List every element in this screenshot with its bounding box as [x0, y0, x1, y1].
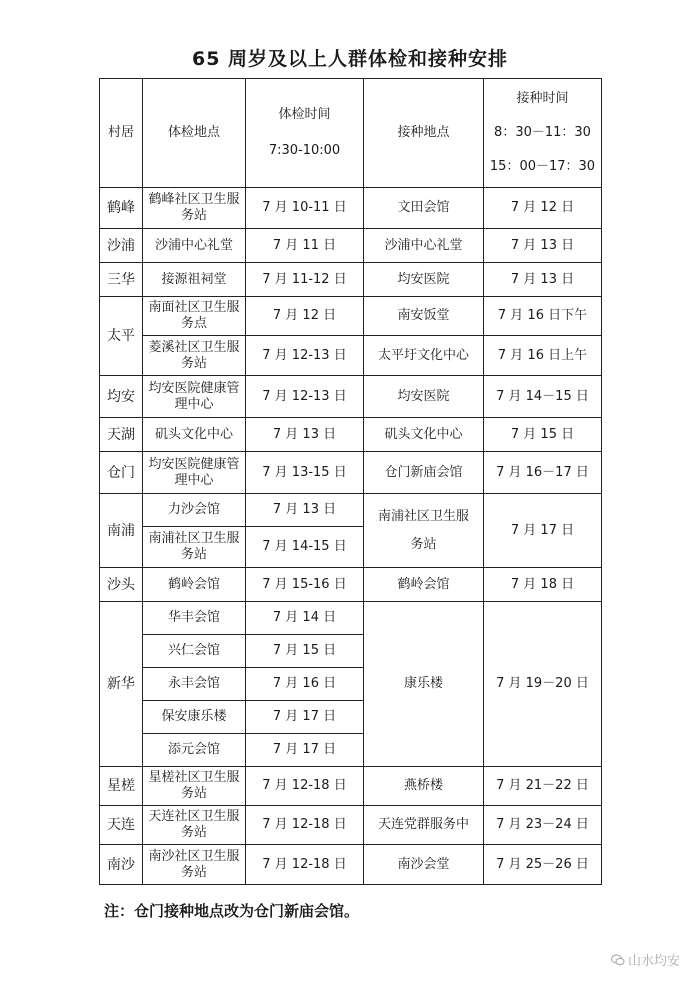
table-row: [100, 568, 602, 602]
vacc-place-cell: 燕桥楼: [364, 767, 484, 806]
vacc-place-cell: 南沙会堂: [364, 845, 484, 885]
vacc-time-cell: 7 月 13 日: [484, 229, 602, 263]
header-row: [100, 79, 602, 188]
vacc-place-cell: 均安医院: [364, 376, 484, 418]
exam-time-cell: 7 月 14-15 日: [246, 527, 364, 568]
exam-time-cell: 7 月 11 日: [246, 229, 364, 263]
village-cell: 仓门: [100, 452, 143, 494]
exam-time-cell: 7 月 12-18 日: [246, 845, 364, 885]
header-exam-time: [246, 79, 364, 188]
exam-place-cell: 天连社区卫生服务站: [143, 806, 246, 845]
exam-time-cell: 7 月 15-16 日: [246, 568, 364, 602]
wechat-icon: [611, 953, 625, 967]
exam-time-cell: 7 月 10-11 日: [246, 188, 364, 229]
watermark: [611, 950, 680, 969]
exam-time-cell: 7 月 11-12 日: [246, 263, 364, 297]
exam-place-cell: 永丰会馆: [143, 668, 246, 701]
vacc-time-cell: 7 月 21－22 日: [484, 767, 602, 806]
vacc-time-cell: 7 月 15 日: [484, 418, 602, 452]
vacc-time-cell: 7 月 25－26 日: [484, 845, 602, 885]
vacc-place-cell: 康乐楼: [364, 602, 484, 767]
village-cell: 沙头: [100, 568, 143, 602]
vacc-time-cell: 7 月 19－20 日: [484, 602, 602, 767]
table-row: [100, 806, 602, 845]
vacc-time-cell: 7 月 13 日: [484, 263, 602, 297]
village-cell: 太平: [100, 297, 143, 376]
village-cell: 南浦: [100, 494, 143, 568]
exam-place-cell: 南沙社区卫生服务站: [143, 845, 246, 885]
table-row: [100, 188, 602, 229]
vacc-time-cell: 7 月 16 日下午: [484, 297, 602, 336]
header-exam-time-range: 7:30-10:00: [268, 143, 341, 158]
header-vacc-time-am: 8：30－11：30: [494, 125, 591, 140]
schedule-table: [99, 78, 602, 885]
exam-place-cell: 沙浦中心礼堂: [143, 229, 246, 263]
exam-place-cell: 鹤岭会馆: [143, 568, 246, 602]
exam-time-cell: 7 月 16 日: [246, 668, 364, 701]
header-vacc-time-pm: 15：00－17：30: [489, 159, 596, 174]
vacc-place-cell: 南安饭堂: [364, 297, 484, 336]
vacc-time-cell: 7 月 12 日: [484, 188, 602, 229]
exam-time-cell: 7 月 12-13 日: [246, 336, 364, 376]
table-row: [100, 263, 602, 297]
header-exam-place: 体检地点: [143, 79, 246, 188]
exam-place-cell: 保安康乐楼: [143, 701, 246, 734]
vacc-place-cell: 矶头文化中心: [364, 418, 484, 452]
village-cell: 星槎: [100, 767, 143, 806]
table-row: [100, 376, 602, 418]
table-row: [100, 767, 602, 806]
exam-time-cell: 7 月 14 日: [246, 602, 364, 635]
vacc-place-cell: 沙浦中心礼堂: [364, 229, 484, 263]
footnote: 注：仓门接种地点改为仓门新庙会馆。: [104, 902, 360, 920]
village-cell: 三华: [100, 263, 143, 297]
vacc-place-cell: 鹤岭会馆: [364, 568, 484, 602]
exam-time-cell: 7 月 12 日: [246, 297, 364, 336]
vacc-place-cell: [364, 494, 484, 568]
village-cell: 鹤峰: [100, 188, 143, 229]
exam-time-cell: 7 月 12-18 日: [246, 767, 364, 806]
vacc-time-cell: 7 月 16 日上午: [484, 336, 602, 376]
exam-place-cell: 华丰会馆: [143, 602, 246, 635]
vacc-place-cell: 天连党群服务中: [364, 806, 484, 845]
header-vacc-time: [484, 79, 602, 188]
vacc-time-cell: 7 月 17 日: [484, 494, 602, 568]
header-vacc-place: 接种地点: [364, 79, 484, 188]
table-row: [100, 602, 602, 635]
page-title: 65 周岁及以上人群体检和接种安排: [191, 48, 509, 70]
table-row: [100, 229, 602, 263]
vacc-time-cell: 7 月 14－15 日: [484, 376, 602, 418]
exam-place-cell: 均安医院健康管理中心: [143, 452, 246, 494]
vacc-time-cell: 7 月 18 日: [484, 568, 602, 602]
header-village: 村居: [100, 79, 143, 188]
exam-place-cell: 均安医院健康管理中心: [143, 376, 246, 418]
table-row: [100, 845, 602, 885]
exam-time-cell: 7 月 13-15 日: [246, 452, 364, 494]
vacc-place-text: 南浦社区卫生服务站: [377, 508, 469, 552]
exam-time-cell: 7 月 13 日: [246, 494, 364, 527]
exam-time-cell: 7 月 15 日: [246, 635, 364, 668]
exam-place-cell: 矶头文化中心: [143, 418, 246, 452]
village-cell: 南沙: [100, 845, 143, 885]
exam-place-cell: 南浦社区卫生服务站: [143, 527, 246, 568]
exam-place-cell: 菱溪社区卫生服务站: [143, 336, 246, 376]
table-row: [100, 297, 602, 336]
village-cell: 天湖: [100, 418, 143, 452]
header-exam-time-label: 体检时间: [278, 107, 331, 122]
table-row: [100, 452, 602, 494]
vacc-place-cell: 均安医院: [364, 263, 484, 297]
exam-place-cell: 星槎社区卫生服务站: [143, 767, 246, 806]
vacc-time-cell: 7 月 23－24 日: [484, 806, 602, 845]
exam-time-cell: 7 月 12-18 日: [246, 806, 364, 845]
exam-place-cell: 接源祖祠堂: [143, 263, 246, 297]
exam-time-cell: 7 月 17 日: [246, 734, 364, 767]
village-cell: 天连: [100, 806, 143, 845]
village-cell: 沙浦: [100, 229, 143, 263]
table-row: [100, 494, 602, 527]
exam-time-cell: 7 月 12-13 日: [246, 376, 364, 418]
watermark-text: 山水均安: [627, 954, 680, 969]
table-row: [100, 418, 602, 452]
exam-place-cell: 力沙会馆: [143, 494, 246, 527]
vacc-place-cell: 仓门新庙会馆: [364, 452, 484, 494]
exam-place-cell: 鹤峰社区卫生服务站: [143, 188, 246, 229]
table-row: [100, 336, 602, 376]
exam-place-cell: 添元会馆: [143, 734, 246, 767]
village-cell: 均安: [100, 376, 143, 418]
header-vacc-time-label: 接种时间: [516, 91, 569, 106]
village-cell: 新华: [100, 602, 143, 767]
exam-place-cell: 南面社区卫生服务点: [143, 297, 246, 336]
exam-time-cell: 7 月 13 日: [246, 418, 364, 452]
vacc-place-cell: 太平圩文化中心: [364, 336, 484, 376]
vacc-place-cell: 文田会馆: [364, 188, 484, 229]
exam-time-cell: 7 月 17 日: [246, 701, 364, 734]
vacc-time-cell: 7 月 16－17 日: [484, 452, 602, 494]
exam-place-cell: 兴仁会馆: [143, 635, 246, 668]
